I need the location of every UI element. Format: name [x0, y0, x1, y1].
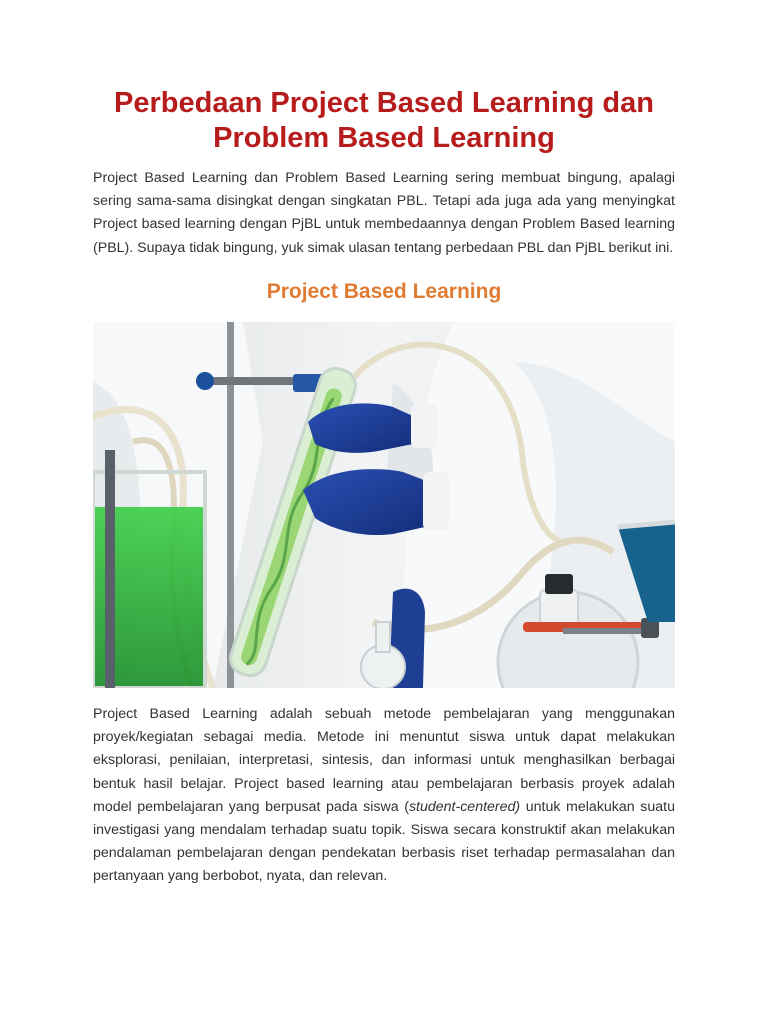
body-text-after: untuk melakukan suatu investigasi yang mendalam terhadap suatu topik. Siswa secara konstruktif akan melakukan pendalaman pembelajaran dengan pendekatan berbasis riset terhadap permasalahan dan pertanyaan yang berbobot, nyata, dan relevan. [93, 798, 675, 885]
intro-paragraph: Project Based Learning dan Problem Based Learning sering membuat bingung, apalagi sering sama-sama disingkat dengan singkatan PBL. Tetapi ada juga ada yang menyingkat Project based learning dengan PjBL untuk membedaannya dengan Problem Based learning (PBL). Supaya tidak bingung, yuk simak ulasan tentang perbedaan PBL dan PjBL berikut ini. [93, 170, 675, 256]
article-title: Perbedaan Project Based Learning dan Problem Based Learning [114, 87, 654, 154]
body-text-emphasis: student-centered) [408, 798, 521, 815]
lab-photo-illustration [93, 322, 675, 688]
section-heading: Project Based Learning [266, 280, 502, 303]
body-text-before: Project Based Learning adalah sebuah metode pembelajaran yang menggunakan proyek/kegiatan sebagai media. Metode ini menuntut siswa untuk dapat melakukan eksplorasi, penilaian, interpretasi, sintesis, dan informasi untuk menghasilkan berbagai bentuk hasil belajar. Project based learning atau pembelajaran berbasis proyek adalah model pembelajaran yang berpusat pada siswa ( [93, 706, 675, 815]
body-paragraph [93, 703, 675, 889]
lab-photo [93, 322, 675, 688]
